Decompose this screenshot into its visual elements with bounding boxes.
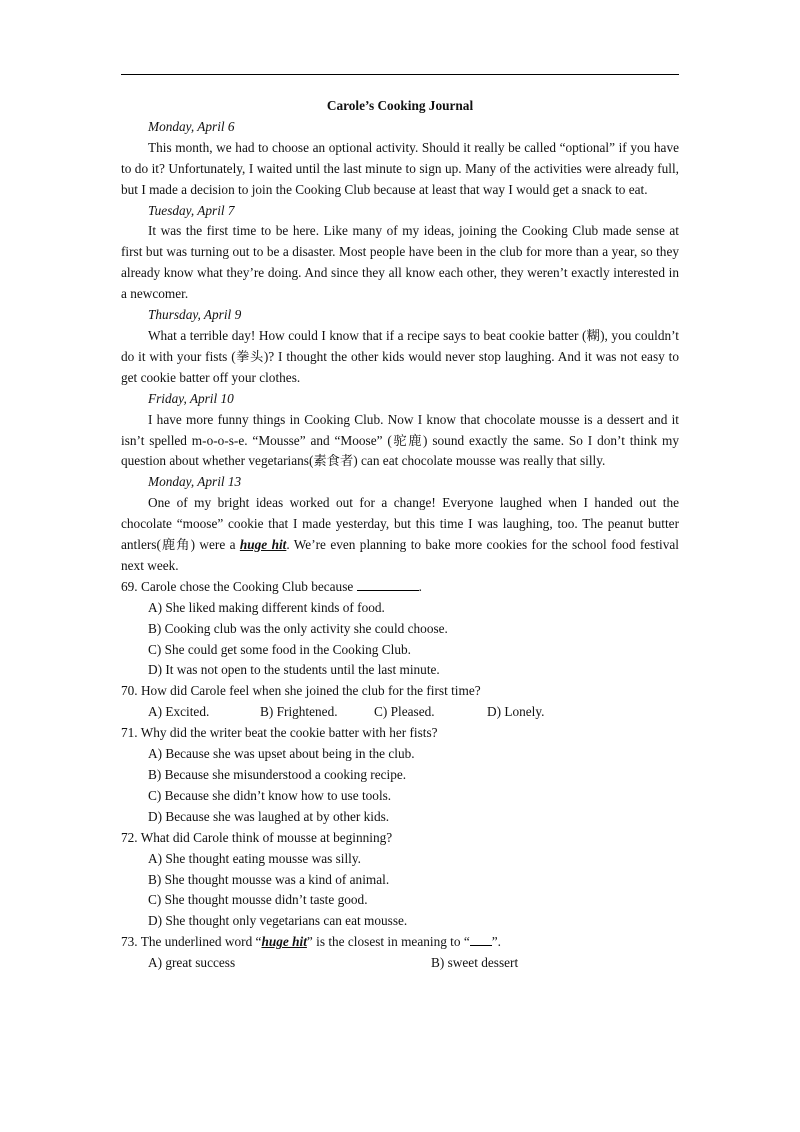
entry-text-part: . We’re even planning to bake more cookies for the school food festival next week. [121,537,679,573]
option-row [121,702,679,723]
option-a: A) Excited. [148,704,210,720]
header-rule [121,74,679,75]
entry-text: What a terrible day! How could I know that if a recipe says to beat cookie batter (糊), you couldn’t do it with your fists (拳头)? I thought the other kids would never stop laughing. And it was not easy to get cookie batter off your clothes. [121,327,679,385]
option-b: B) Because she misunderstood a cooking recipe. [148,767,407,782]
entry-date: Tuesday, April 7 [148,202,235,218]
entry-text: It was the first time to be here. Like many of my ideas, joining the Cooking Club made sense at first but was turning out to be a disaster. Most people have been in the club for more than a year, so they already know what they’re doing. And since they all know each other, they weren’t exactly interested in a newcomer. [121,223,679,302]
question-70: 70. How did Carole feel when she joined the club for the first time? [121,683,481,699]
entry-date: Friday, April 10 [148,390,234,406]
option-b: B) She thought mousse was a kind of animal. [148,871,390,887]
option-a: A) Because she was upset about being in the club. [148,746,415,762]
question-73 [121,932,679,953]
question-stem: 69. Carole chose the Cooking Club because [121,578,357,594]
option-c: C) She thought mousse didn’t taste good. [148,892,368,908]
option-d: D) It was not open to the students until the last minute. [148,662,440,678]
underlined-phrase: huge hit [261,934,307,950]
entry-text: I have more funny things in Cooking Club. Now I know that chocolate mousse is a dessert and it isn’t spelled m-o-o-s-e. “Mousse” and “Moose” (驼鹿) sound exactly the same. So I don’t think my question about whether vegetarians(素食者) can eat chocolate mousse was really that silly. [121,411,679,469]
option-b: B) Cooking club was the only activity she could choose. [148,620,448,636]
entry-text [121,493,679,577]
option-a: A) She thought eating mousse was silly. [148,850,361,866]
entry-text-part: One of my bright ideas worked out for a change! Everyone laughed when I handed out the chocolate “moose” cookie that I made yesterday, but this time I was laughing, too. The peanut butter antlers(鹿角) were a [121,495,679,553]
option-d: D) Lonely. [487,704,545,720]
option-b: B) sweet dessert [431,955,519,971]
question-71: 71. Why did the writer beat the cookie batter with her fists? [121,725,438,741]
worksheet-content [121,96,679,974]
entry-date: Monday, April 13 [148,474,242,490]
entry-text: This month, we had to choose an optional activity. Should it really be called “optional” if you have to do it? Unfortunately, I waited until the last minute to sign up. Many of the activities were already full, but I made a decision to join the Cooking Club because at least that way I would get a snack to eat. [121,139,679,197]
question-69 [121,577,679,598]
answer-blank [357,577,419,591]
option-c: C) Because she didn’t know how to use tools. [148,787,392,803]
option-d: D) Because she was laughed at by other kids. [148,808,390,824]
option-c: C) Pleased. [374,704,435,720]
option-d: D) She thought only vegetarians can eat mousse. [148,913,408,929]
question-stem-end: ”. [491,934,501,950]
option-a: A) great success [148,955,236,971]
option-b: B) Frightened. [260,704,338,720]
question-stem: 73. The underlined word “ [121,934,262,950]
question-stem-end: . [418,578,422,594]
option-a: A) She liked making different kinds of food. [148,599,385,615]
option-row [121,953,679,974]
underlined-phrase: huge hit [239,537,287,553]
entry-date: Thursday, April 9 [148,307,242,323]
question-stem: ” is the closest in meaning to “ [306,934,470,950]
question-72: 72. What did Carole think of mousse at beginning? [121,829,393,845]
entry-date: Monday, April 6 [148,118,235,134]
option-c: C) She could get some food in the Cooking Club. [148,641,411,657]
journal-title: Carole’s Cooking Journal [326,98,474,113]
answer-blank [470,932,492,946]
